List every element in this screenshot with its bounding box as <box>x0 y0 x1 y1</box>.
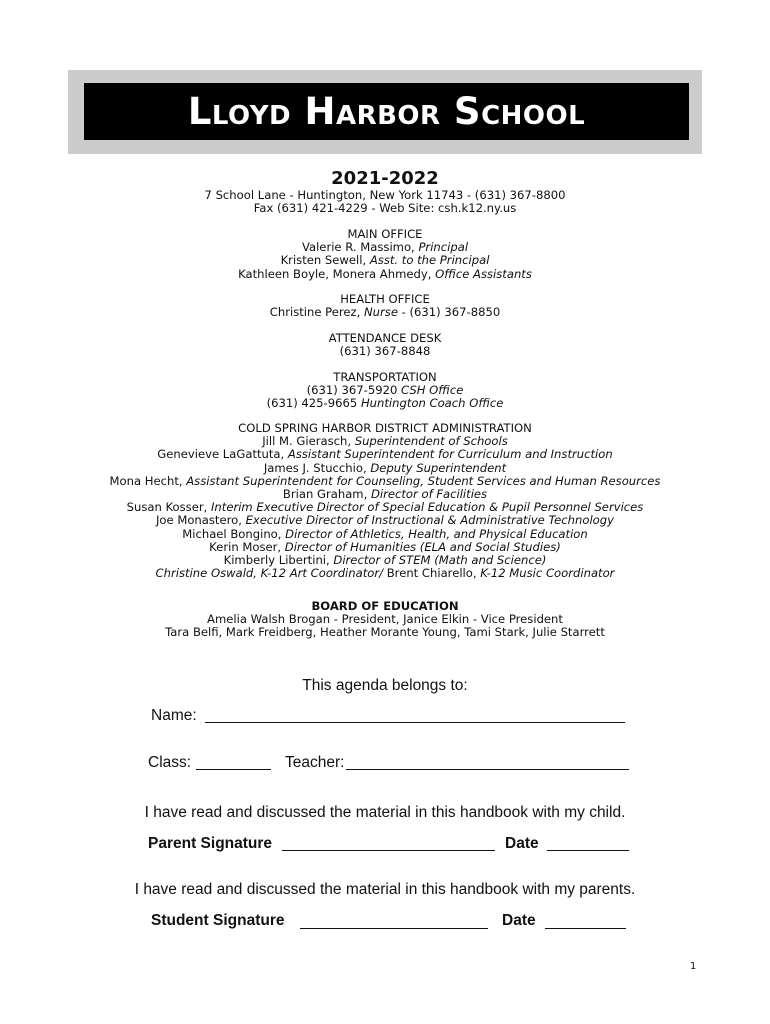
staff-name: James J. Stucchio, <box>263 460 371 475</box>
staff-name: Brent Chiarello, <box>383 566 481 581</box>
board-line: Tara Belfi, Mark Freidberg, Heather Morante Young, Tami Stark, Julie Starrett <box>165 625 605 640</box>
name-label: Name: <box>151 707 197 724</box>
phone-line <box>0 397 770 410</box>
staff-name: Genevieve LaGattuta, <box>157 447 288 462</box>
student-date-label: Date <box>502 912 536 929</box>
student-signature-label: Student Signature <box>151 912 285 929</box>
health-office-section <box>0 293 770 319</box>
class-field-line[interactable] <box>196 769 271 770</box>
title-banner-inner <box>84 83 689 140</box>
office-name: Huntington Coach Office <box>360 396 504 411</box>
staff-name: Mona Hecht, <box>109 473 187 488</box>
staff-title: Office Assistants <box>435 266 532 281</box>
staff-name: Kimberly Libertini, <box>223 553 334 568</box>
parent-signature-label: Parent Signature <box>148 835 273 852</box>
address-line: 7 School Lane - Huntington, New York 11743 - (631) 367-8800 <box>204 188 566 202</box>
student-signature-line[interactable] <box>300 928 488 929</box>
phone-number: (631) 425-9665 <box>266 396 361 411</box>
phone-number: (631) 367-8848 <box>339 344 431 359</box>
staff-line <box>0 268 770 281</box>
staff-title: Nurse <box>364 305 398 320</box>
phone-number: (631) 367-5920 <box>306 383 402 398</box>
staff-name: Susan Kosser, <box>126 500 211 515</box>
staff-name: Christine Perez, <box>269 305 364 320</box>
staff-name: Jill M. Gierasch, <box>262 434 355 449</box>
staff-name: Valerie R. Massimo, <box>301 240 419 255</box>
staff-title: Executive Director of Instructional & Administrative Technology <box>245 513 614 528</box>
parent-statement: I have read and discussed the material in this handbook with my child. <box>144 804 626 821</box>
staff-title: Assistant Superintendent for Counseling, Student Services and Human Resources <box>186 473 661 488</box>
teacher-label: Teacher: <box>285 754 345 771</box>
staff-line <box>0 306 770 319</box>
staff-name: Brian Graham, <box>282 487 371 502</box>
staff-title: Asst. to the Principal <box>369 253 490 268</box>
phone-number: - (631) 367-8850 <box>397 305 501 320</box>
belongs-to-label: This agenda belongs to: <box>302 677 468 694</box>
school-name: Lloyd Harbor School <box>187 90 586 133</box>
parent-date-label: Date <box>505 835 539 852</box>
staff-title: Deputy Superintendent <box>370 460 507 475</box>
section-heading: ATTENDANCE DESK <box>328 331 442 345</box>
staff-title: K-12 Music Coordinator <box>480 566 615 581</box>
fax-web-line: Fax (631) 421-4229 - Web Site: csh.k12.ny.us <box>253 201 517 216</box>
staff-entry: Christine Oswald, K-12 Art Coordinator/ <box>155 566 384 581</box>
board-line: Amelia Walsh Brogan - President, Janice Elkin - Vice President <box>207 612 563 627</box>
teacher-field-line[interactable] <box>346 769 629 770</box>
board-section <box>0 600 770 640</box>
office-name: CSH Office <box>401 383 464 398</box>
staff-title: Assistant Superintendent for Curriculum and Instruction <box>287 447 613 462</box>
section-heading: TRANSPORTATION <box>333 370 437 384</box>
section-heading: BOARD OF EDUCATION <box>311 599 459 613</box>
transportation-section <box>0 371 770 411</box>
school-year: 2021-2022 <box>331 168 439 189</box>
attendance-section <box>0 332 770 358</box>
staff-name: Kerin Moser, <box>209 539 285 554</box>
staff-line <box>0 567 770 580</box>
page-number: 1 <box>690 961 697 972</box>
staff-name: Kathleen Boyle, Monera Ahmedy, <box>238 266 436 281</box>
parent-date-line[interactable] <box>547 850 629 851</box>
name-field-line[interactable] <box>205 722 625 723</box>
student-date-line[interactable] <box>545 928 626 929</box>
staff-title: Interim Executive Director of Special Education & Pupil Personnel Services <box>211 500 644 515</box>
main-office-section <box>0 228 770 281</box>
student-statement: I have read and discussed the material in this handbook with my parents. <box>134 881 636 898</box>
staff-title: Director of Humanities (ELA and Social Studies) <box>284 539 561 554</box>
staff-name: Joe Monastero, <box>156 513 246 528</box>
district-admin-section <box>0 422 770 580</box>
staff-title: Director of Facilities <box>370 487 488 502</box>
parent-signature-line[interactable] <box>282 850 495 851</box>
staff-title: Director of Athletics, Health, and Physical Education <box>285 526 588 541</box>
section-heading: COLD SPRING HARBOR DISTRICT ADMINISTRATION <box>238 421 532 435</box>
address-block <box>0 189 770 215</box>
staff-title: Director of STEM (Math and Science) <box>333 553 547 568</box>
staff-name: Michael Bongino, <box>182 526 286 541</box>
staff-title: Principal <box>418 240 469 255</box>
staff-name: Kristen Sewell, <box>280 253 370 268</box>
section-heading: MAIN OFFICE <box>347 227 423 241</box>
section-heading: HEALTH OFFICE <box>340 292 430 306</box>
class-label: Class: <box>148 754 192 771</box>
staff-title: Superintendent of Schools <box>354 434 508 449</box>
